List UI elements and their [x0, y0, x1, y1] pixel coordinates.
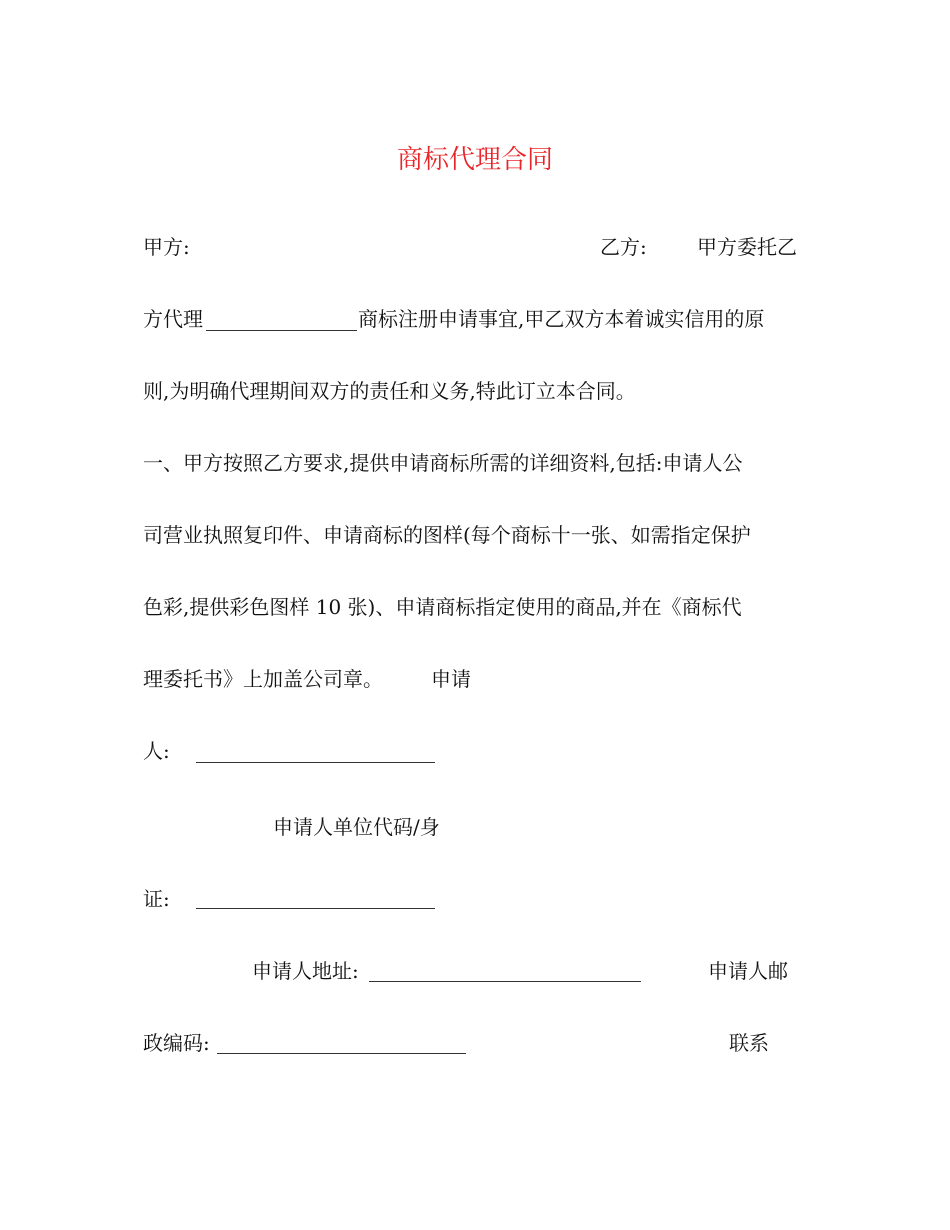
trademark-name-blank — [206, 330, 357, 331]
delegation-text-tail: 商标注册申请事宜,甲乙双方本着诚实信用的原 — [358, 307, 765, 331]
clause-1-line-2: 司营业执照复印件、申请商标的图样(每个商标十一张、如需指定保护 — [143, 523, 751, 547]
applicant-address-label: 申请人地址: — [252, 959, 359, 983]
postal-code-blank — [217, 1053, 466, 1054]
applicant-label-part1: 申请 — [431, 667, 471, 691]
applicant-code-blank — [196, 908, 435, 909]
applicant-blank — [196, 762, 435, 763]
party-a-label: 甲方: — [143, 235, 190, 259]
postal-label-part1: 申请人邮 — [708, 959, 788, 983]
delegation-text-head: 方代理 — [143, 307, 203, 331]
purpose-text: 则,为明确代理期间双方的责任和义务,特此订立本合同。 — [143, 379, 636, 403]
clause-1-line-3: 色彩,提供彩色图样 10 张)、申请商标指定使用的商品,并在《商标代 — [143, 595, 742, 619]
party-b-label: 乙方: — [600, 235, 647, 259]
clause-1-line-1: 一、甲方按照乙方要求,提供申请商标所需的详细资料,包括:申请人公 — [143, 451, 743, 475]
applicant-code-label: 申请人单位代码/身 — [273, 815, 440, 839]
clause-1-line-4: 理委托书》上加盖公司章。 — [143, 667, 383, 691]
applicant-address-blank — [369, 981, 641, 982]
applicant-label-part2: 人: — [143, 739, 170, 763]
id-label-tail: 证: — [143, 887, 170, 911]
document-title: 商标代理合同 — [396, 145, 553, 175]
postal-label-part2: 政编码: — [143, 1031, 210, 1055]
delegation-text-start: 甲方委托乙 — [697, 235, 797, 259]
contact-label: 联系 — [729, 1031, 769, 1055]
